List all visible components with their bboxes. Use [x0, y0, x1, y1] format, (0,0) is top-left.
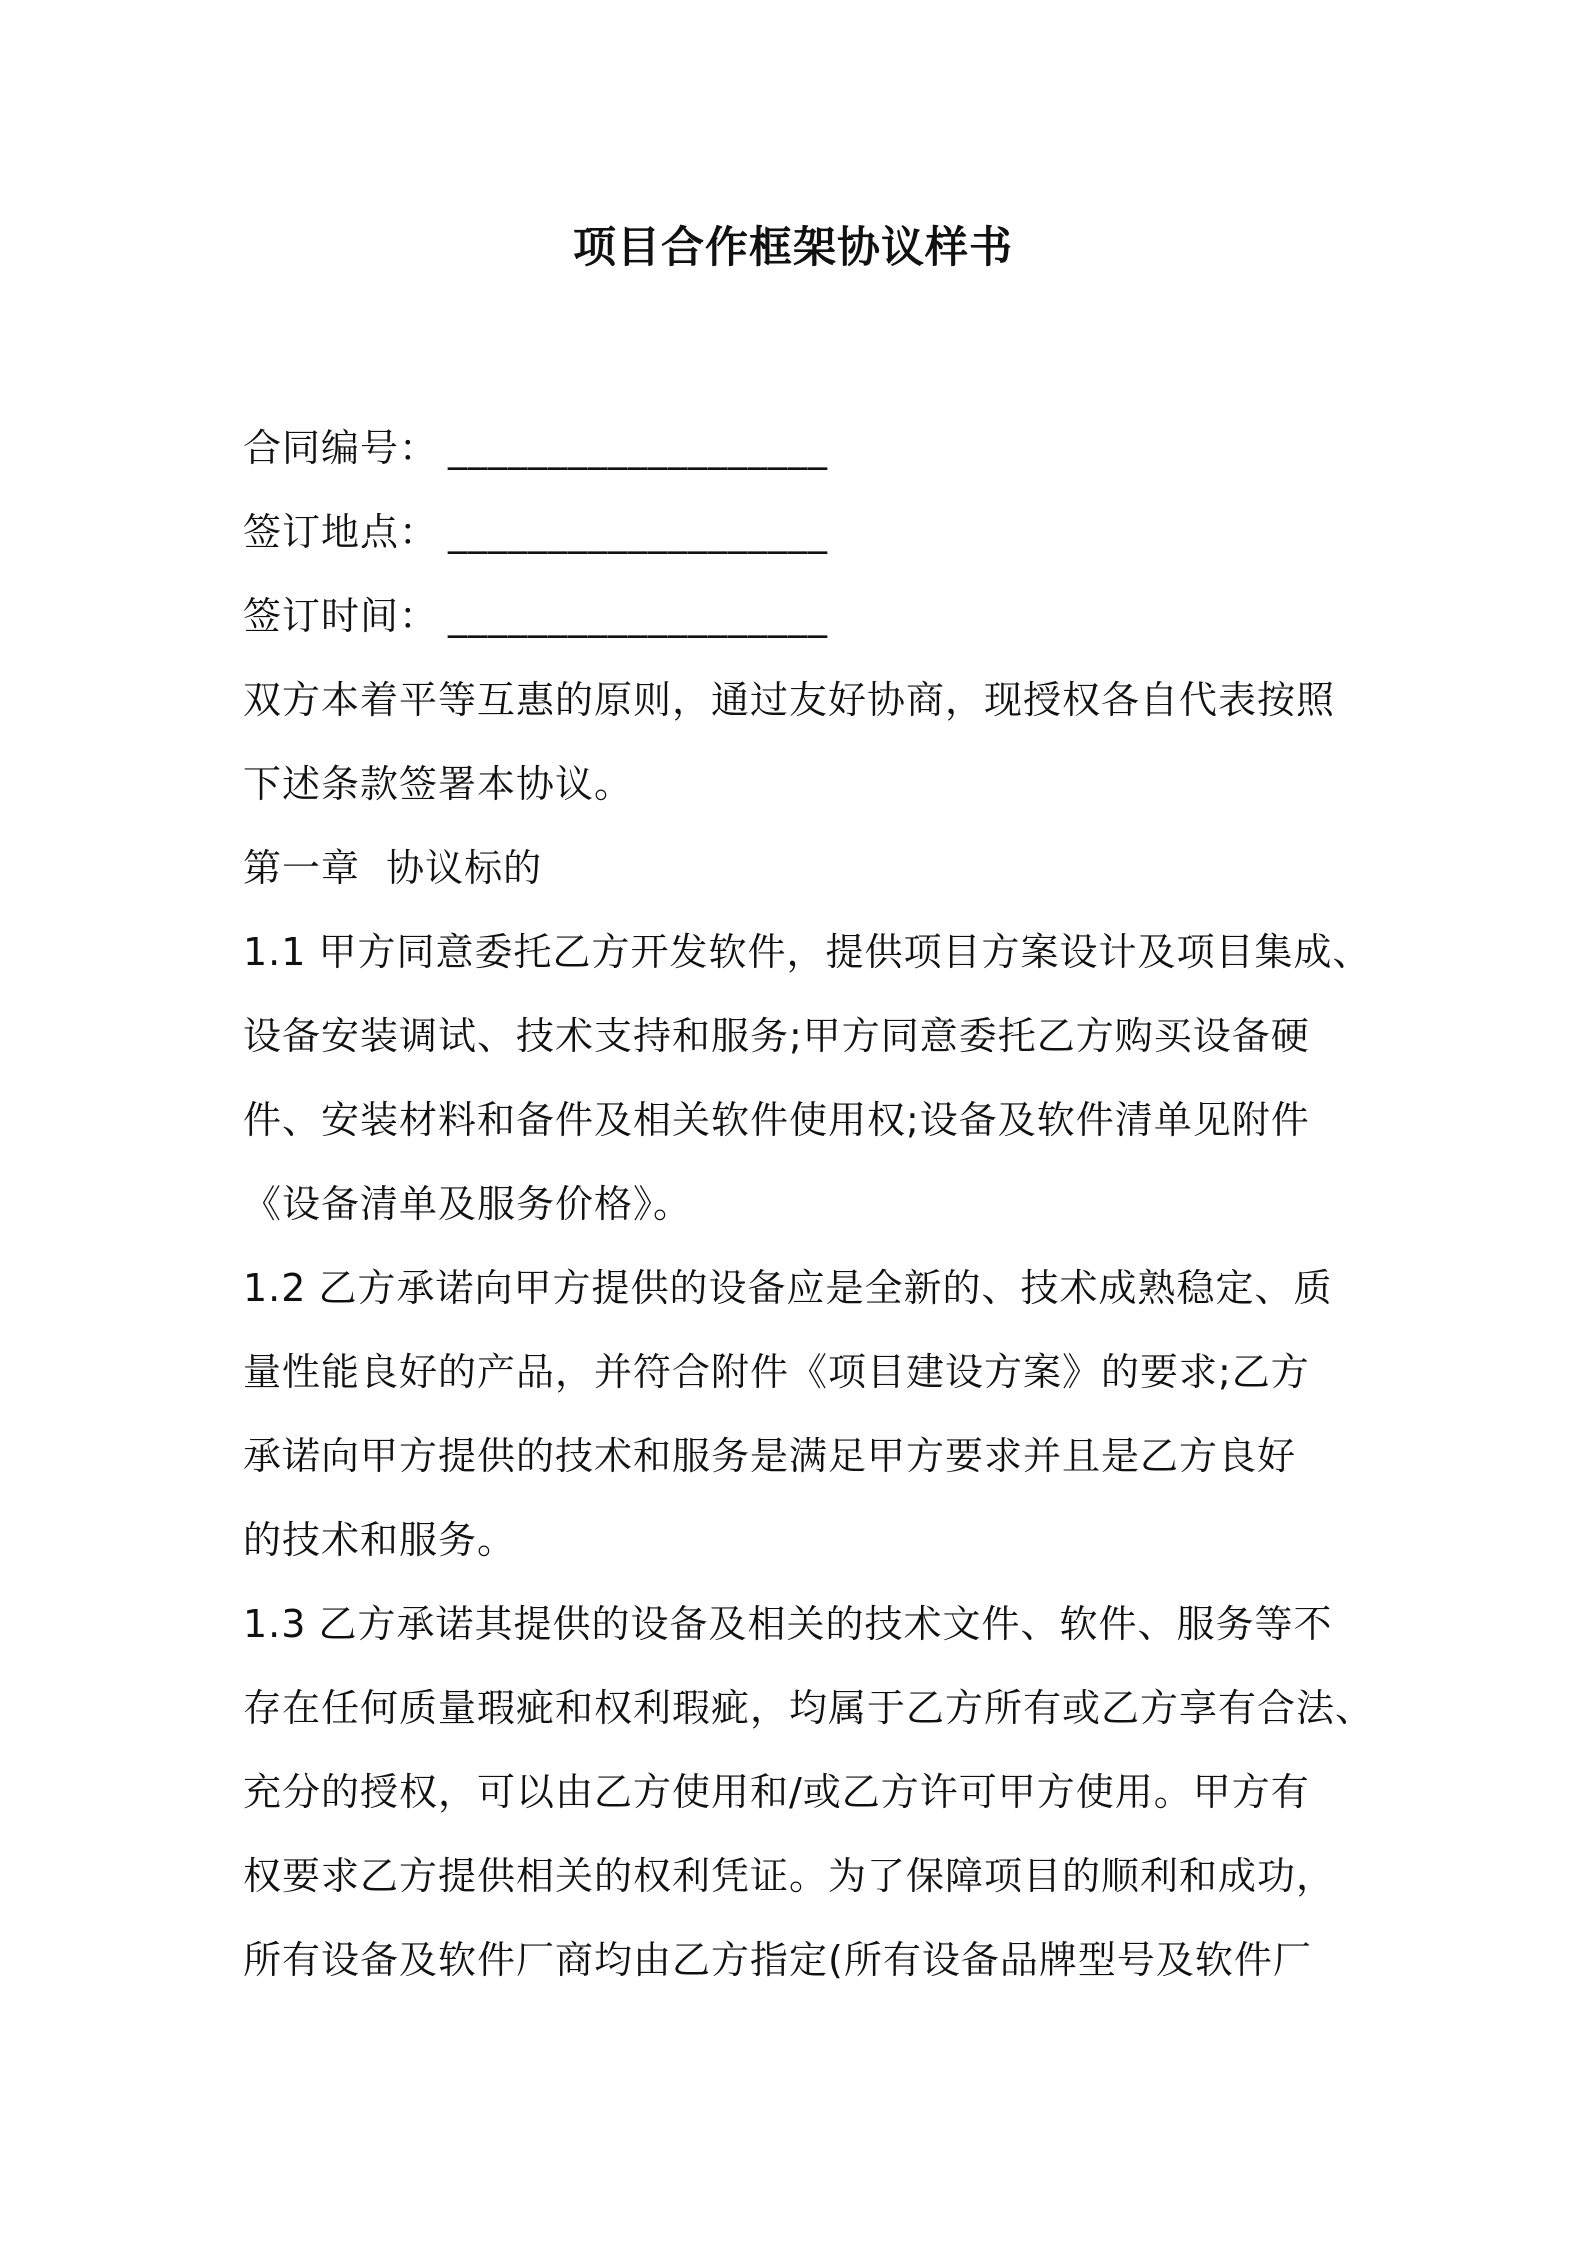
clause-line: 件、安装材料和备件及相关软件使用权;设备及软件清单见附件	[243, 1098, 1310, 1142]
clause-line: 设备安装调试、技术支持和服务;甲方同意委托乙方购买设备硬	[243, 1014, 1310, 1058]
field-label: 合同编号：	[243, 426, 439, 470]
clause-line	[243, 1246, 1363, 1330]
clause-text: 乙方承诺其提供的设备及相关的技术文件、软件、服务等不	[318, 1602, 1333, 1646]
document-title: 项目合作框架协议样书	[573, 223, 1013, 273]
clause-number: 1.3	[243, 1602, 307, 1646]
clause-line: 量性能良好的产品，并符合附件《项目建设方案》的要求;乙方	[243, 1350, 1310, 1394]
document-body	[243, 406, 1375, 2002]
field-signing-time	[243, 574, 1363, 658]
clause-line: 所有设备及软件厂商均由乙方指定(所有设备品牌型号及软件厂	[243, 1938, 1312, 1982]
intro-line: 双方本着平等互惠的原则，通过友好协商，现授权各自代表按照	[243, 678, 1336, 722]
clause-text: 甲方同意委托乙方开发软件，提供项目方案设计及项目集成、	[318, 930, 1372, 974]
chapter-heading: 第一章 协议标的	[243, 846, 543, 890]
clause-line: 权要求乙方提供相关的权利凭证。为了保障项目的顺利和成功，	[243, 1854, 1336, 1898]
field-contract-number	[243, 406, 1363, 490]
field-label: 签订地点：	[243, 510, 439, 554]
clause-number: 1.2	[243, 1266, 307, 1310]
clause-line: 的技术和服务。	[243, 1518, 517, 1562]
intro-line: 下述条款签署本协议。	[243, 762, 634, 806]
field-signing-place	[243, 490, 1363, 574]
clause-number: 1.1	[243, 930, 307, 974]
clause-line: 承诺向甲方提供的技术和服务是满足甲方要求并且是乙方良好	[243, 1434, 1297, 1478]
field-blank: ___________________	[448, 594, 829, 638]
clause-line	[243, 910, 1372, 994]
clause-line: 存在任何质量瑕疵和权利瑕疵，均属于乙方所有或乙方享有合法、	[243, 1686, 1375, 1730]
field-label: 签订时间：	[243, 594, 439, 638]
clause-line: 充分的授权，可以由乙方使用和/或乙方许可甲方使用。甲方有	[243, 1770, 1310, 1814]
clause-line: 《设备清单及服务价格》。	[243, 1182, 693, 1226]
clause-text: 乙方承诺向甲方提供的设备应是全新的、技术成熟稳定、质	[318, 1266, 1333, 1310]
field-blank: ___________________	[448, 510, 829, 554]
clause-line	[243, 1582, 1363, 1666]
field-blank: ___________________	[448, 426, 829, 470]
